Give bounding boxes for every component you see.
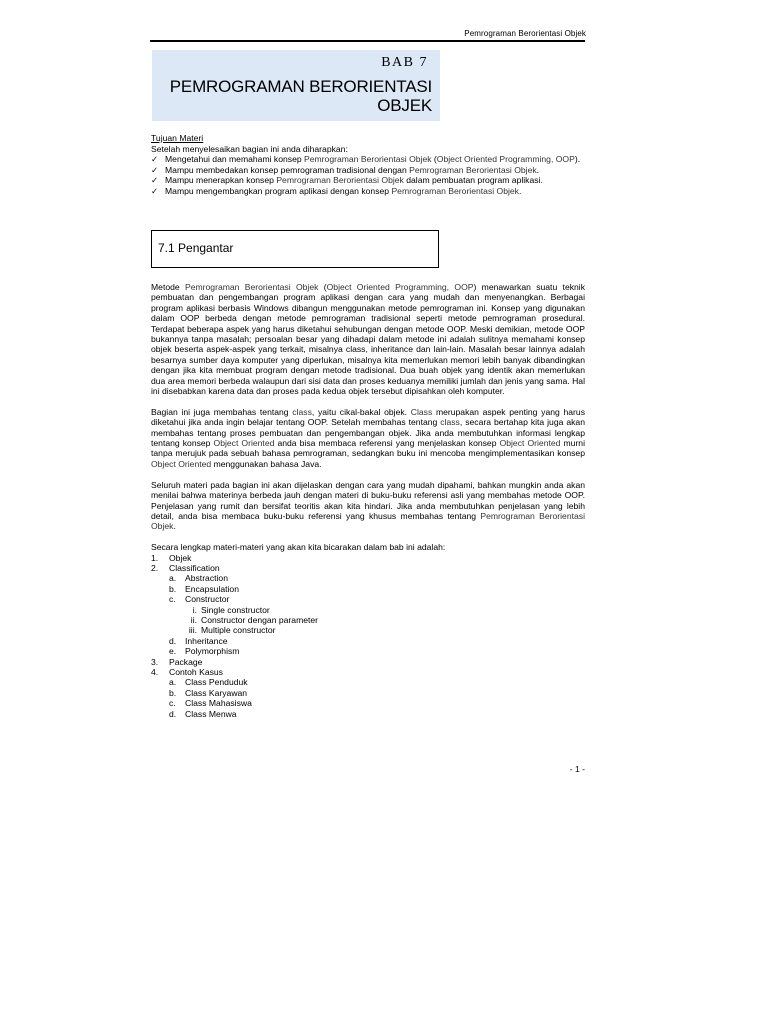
goal-item — [151, 175, 585, 186]
outline-marker: c. — [169, 698, 176, 709]
outline-text: Classification — [169, 562, 220, 573]
outline-item — [151, 636, 585, 646]
goal-term: Pemrograman Berorientasi Objek — [409, 164, 537, 175]
text-run: menggunakan bahasa Java. — [211, 458, 322, 469]
outline-item — [151, 615, 585, 625]
section-title: 7.1 Pengantar — [158, 241, 234, 255]
outline-text: Inheritance — [185, 635, 228, 646]
outline-text: Encapsulation — [185, 583, 239, 594]
outline-item — [151, 646, 585, 656]
outline-marker: d. — [169, 635, 177, 646]
outline-marker: d. — [169, 708, 177, 719]
goal-item — [151, 186, 585, 197]
outline-text: Constructor — [185, 594, 230, 605]
chapter-banner — [152, 50, 440, 121]
term-run: Object Oriented — [499, 438, 561, 449]
outline-item — [151, 698, 585, 708]
goal-text: ). — [574, 154, 581, 164]
outline-text: Multiple constructor — [201, 625, 276, 636]
term-run: Pemrograman Berorientasi Objek — [151, 510, 585, 532]
outline-item — [151, 563, 585, 573]
text-run: Bagian ini juga membahas tentang — [151, 406, 293, 417]
chapter-title-line-1: PEMROGRAMAN BERORIENTASI — [169, 77, 432, 96]
outline-marker: c. — [169, 594, 176, 605]
outline-item — [151, 605, 585, 615]
text-run: merupakan aspek penting yang harus diketahui jika anda ingin belajar tentang OOP. Setelah membahas tentang — [151, 406, 585, 428]
outline-text: Class Karyawan — [185, 687, 248, 698]
goal-item — [151, 154, 585, 165]
outline-marker: a. — [169, 573, 177, 584]
outline-marker: 1. — [151, 552, 159, 563]
term-run: Class — [410, 406, 433, 417]
term-run: Object Oriented — [213, 438, 275, 449]
term-run: Pemrograman Berorientasi Objek — [185, 282, 319, 292]
paragraph-3 — [151, 480, 585, 532]
page-number: - 1 - — [569, 764, 585, 774]
goal-text: Mampu menerapkan konsep — [165, 175, 277, 185]
goal-text: . — [536, 164, 540, 175]
text-run: murni tanpa merujuk pada sebuah bahasa pemrograman, sedangkan buku ini mencoba mengimplementasikan konsep — [151, 438, 585, 459]
check-icon: ✓ — [151, 154, 159, 164]
goal-item — [151, 165, 585, 176]
outline-marker: a. — [169, 677, 177, 688]
goal-text: Mampu membedakan konsep pemrograman tradisional dengan — [165, 164, 410, 175]
chapter-title — [170, 77, 432, 115]
text-run: Metode — [151, 282, 185, 292]
outline-text: Class Menwa — [185, 708, 237, 719]
goal-text: dalam pembuatan program aplikasi. — [403, 175, 543, 185]
outline-item — [151, 667, 585, 677]
paragraph-1 — [151, 282, 585, 396]
outline-item — [151, 709, 585, 719]
goal-term: Pemrograman Berorientasi Objek — [276, 175, 404, 185]
outline-marker: b. — [169, 687, 177, 698]
goal-term: Object Oriented Programming, OOP — [436, 154, 575, 164]
outline-text: Class Mahasiswa — [185, 698, 252, 709]
goals-intro: Setelah menyelesaikan bagian ini anda diharapkan: — [151, 143, 348, 154]
outline-text: Constructor dengan parameter — [201, 614, 319, 625]
paragraph-2 — [151, 407, 585, 469]
outline-item — [151, 553, 585, 563]
chapter-outline — [151, 553, 585, 720]
text-run: ) menawarkan suatu teknik pembuatan dan pengembangan program aplikasi dengan cara yang mudah dan menyenangkan. Berbagai program aplikasi berbasis Windows dibangun menggunakan metode pemrograman ini. Konsep yang digunakan dalam OOP berbeda dengan metode pemrograman tradisional seperti metode pemrograman prosedural. Terdapat beberapa aspek yang harus diketahui sehubungan dengan metode OOP. Meski demikian, metode OOP bukannya tanpa masalah; persoalan besar yang dihadapi dalam metode ini adalah sulitnya memahami konsep objek beserta aspek-aspek yang terkait, misalnya class, inheritance dan lain-lain. Masalah besar lainnya adalah besarnya sumber daya komputer yang diperlukan, misalnya kita memerlukan memori lebih banyak dibandingkan dengan jika kita membuat program dengan metode tradisional. Dua buah objek yang identik akan memerlukan dua area memori berbeda walaupun dari sisi data dan proses keduanya memiliki jumlah dan jenis yang sama. Hal ini disebabkan karena data dan proses pada kedua objek tersebut dipisahkan oleh komputer. — [151, 282, 586, 397]
goal-text: ( — [431, 154, 437, 164]
outline-item — [151, 584, 585, 594]
outline-item — [151, 573, 585, 583]
check-icon: ✓ — [151, 164, 159, 175]
outline-item — [151, 625, 585, 635]
check-icon: ✓ — [151, 175, 159, 185]
learning-goals — [151, 133, 585, 196]
outline-text: Class Penduduk — [185, 677, 248, 688]
outline-item — [151, 688, 585, 698]
outline-text: Objek — [169, 552, 192, 563]
chapter-title-line-2: OBJEK — [377, 96, 432, 115]
outline-marker: b. — [169, 583, 177, 594]
outline-intro: Secara lengkap materi-materi yang akan kita bicarakan dalam bab ini adalah: — [151, 542, 446, 553]
text-run: Seluruh materi pada bagian ini akan dijelaskan dengan cara yang mudah dipahami, bahkan mungkin anda akan menilai bahwa materinya berbeda jauh dengan materi di buku-buku referensi asli yang membahas metode OOP. Penjelasan yang rumit dan bersifat teoritis akan kita hindari. Jika anda membutuhkan penjelasan yang lebih detail, anda bisa membaca buku-buku referensi yang khusus membahas tentang — [151, 479, 585, 521]
outline-marker: i. — [192, 604, 197, 615]
chapter-label: BAB 7 — [381, 55, 428, 70]
goal-text: . — [518, 185, 522, 196]
outline-item — [151, 677, 585, 687]
outline-text: Abstraction — [185, 573, 228, 584]
term-run: class — [440, 417, 460, 428]
outline-item — [151, 657, 585, 667]
text-run: . — [173, 521, 176, 532]
outline-marker: 2. — [151, 562, 159, 573]
outline-text: Package — [169, 656, 203, 667]
outline-marker: iii. — [188, 625, 197, 636]
text-run: anda bisa membaca referensi yang menjelaskan konsep — [274, 438, 500, 449]
goal-text: Mengetahui dan memahami konsep — [165, 154, 305, 164]
outline-marker: 4. — [151, 666, 159, 677]
outline-marker: e. — [169, 646, 177, 657]
header-rule — [150, 40, 585, 42]
term-run: Object Oriented — [151, 458, 212, 469]
text-run: , secara bertahap kita juga akan membahas tentang proses pembuatan dan pengembangan objek. Jika anda membutuhkan informasi lengkap tentang konsep — [151, 417, 585, 449]
body-text — [151, 282, 585, 719]
text-run: ( — [318, 282, 327, 292]
goals-heading: Tujuan Materi — [151, 133, 204, 143]
outline-marker: 3. — [151, 656, 159, 667]
section-heading-box — [151, 230, 439, 268]
goal-text: Mampu mengembangkan program aplikasi dengan konsep — [165, 185, 392, 196]
running-header: Pemrograman Berorientasi Objek — [464, 29, 586, 38]
outline-text: Single constructor — [201, 604, 270, 615]
goals-list — [151, 154, 585, 196]
outline-marker: ii. — [190, 614, 197, 625]
outline-item — [151, 594, 585, 604]
goal-term: Pemrograman Berorientasi Objek — [304, 154, 432, 164]
goal-term: Pemrograman Berorientasi Objek — [391, 185, 519, 196]
outline-text: Polymorphism — [185, 646, 240, 657]
outline-text: Contoh Kasus — [169, 666, 223, 677]
term-run: class — [292, 406, 312, 417]
term-run: Object Oriented Programming, OOP — [326, 282, 474, 292]
text-run: , yaitu cikal-bakal objek. — [311, 406, 411, 417]
check-icon: ✓ — [151, 185, 159, 196]
